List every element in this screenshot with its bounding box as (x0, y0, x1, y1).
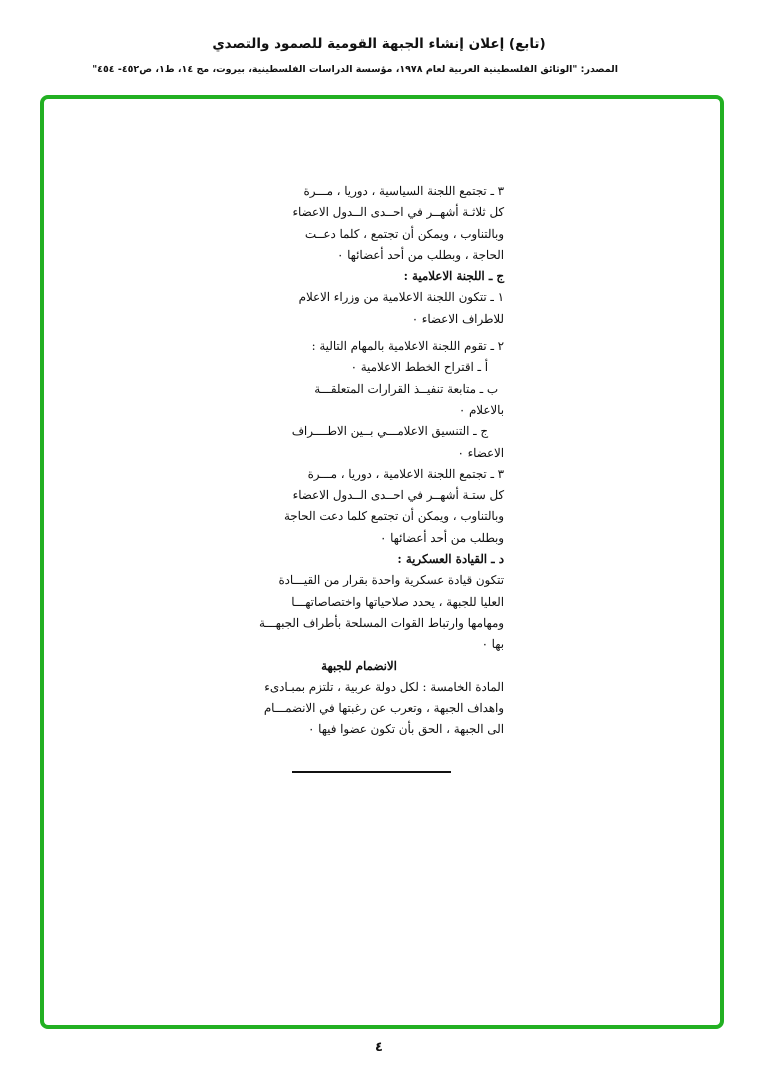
section-heading-military-command: د ـ القيادة العسكرية : (397, 552, 504, 567)
body-line: وبطلب من أحد أعضائها ٠ (379, 530, 504, 545)
section-heading-joining-front: الانضمام للجبهة (321, 658, 397, 673)
body-line: ٣ ـ تجتمع اللجنة الاعلامية ، دوريا ، مـــرة (307, 466, 504, 481)
body-line: ٣ ـ تجتمع اللجنة السياسية ، دوريا ، مـــرة (303, 184, 504, 198)
body-line: واهداف الجبهة ، وتعرب عن رغبتها في الانضمـــام (263, 701, 504, 716)
body-line: ومهامها وارتباط القوات المسلحة بأطراف الجبهـــة (258, 615, 504, 630)
end-separator-rule (292, 771, 451, 773)
body-line: الاعضاء ٠ (457, 445, 504, 460)
body-line: بالاعلام ٠ (458, 402, 504, 417)
section-heading-media-committee: ج ـ اللجنة الاعلامية : (403, 269, 504, 284)
source-citation: المصدر: "الوثائق الفلسطينية العربية لعام ١٩٧٨، مؤسسة الدراسات الفلسطينية، بيروت، مج ١٤، ط١، ص٤٥٢- ٤٥٤" (92, 64, 618, 75)
page-number: ٤ (375, 1040, 383, 1055)
body-line: ٢ ـ تقوم اللجنة الاعلامية بالمهام التالية : (311, 339, 504, 354)
body-line: الى الجبهة ، الحق بأن تكون عضوا فيها ٠ (308, 722, 504, 737)
body-line: كل ستـة أشهــر في احــدى الــدول الاعضاء (292, 488, 504, 503)
body-line: الحاجة ، وبطلب من أحد أعضائها ٠ (336, 247, 504, 262)
body-line: تتكون قيادة عسكرية واحدة بقرار من القيـــادة (278, 573, 504, 588)
body-line: وبالتناوب ، ويمكن أن تجتمع ، كلما دعــت (304, 226, 504, 241)
body-line: ب ـ متابعة تنفيــذ القرارات المتعلقـــة (314, 381, 498, 396)
body-line: للاطراف الاعضاء ٠ (411, 311, 504, 326)
body-line: العليا للجبهة ، يحدد صلاحياتها واختصاصاتهـــا (291, 594, 504, 609)
body-line: أ ـ اقتراح الخطط الاعلامية ٠ (350, 360, 488, 375)
body-line: ج ـ التنسيق الاعلامـــي بــين الاطــــراف (291, 424, 488, 439)
document-body (214, 181, 504, 741)
body-line: ١ ـ تتكون اللجنة الاعلامية من وزراء الاعلام (298, 290, 504, 305)
body-line: بها ٠ (481, 637, 504, 652)
body-line: وبالتناوب ، ويمكن أن تجتمع كلما دعت الحاجة (283, 509, 504, 524)
document-title: (تابع) إعلان إنشاء الجبهة القومية للصمود والتصدي (212, 36, 546, 52)
body-line: كل ثلاثـة أشهــر في احــدى الــدول الاعضاء (292, 205, 504, 220)
body-line: المادة الخامسة : لكل دولة عربية ، تلتزم بمبـادىء (264, 679, 504, 694)
